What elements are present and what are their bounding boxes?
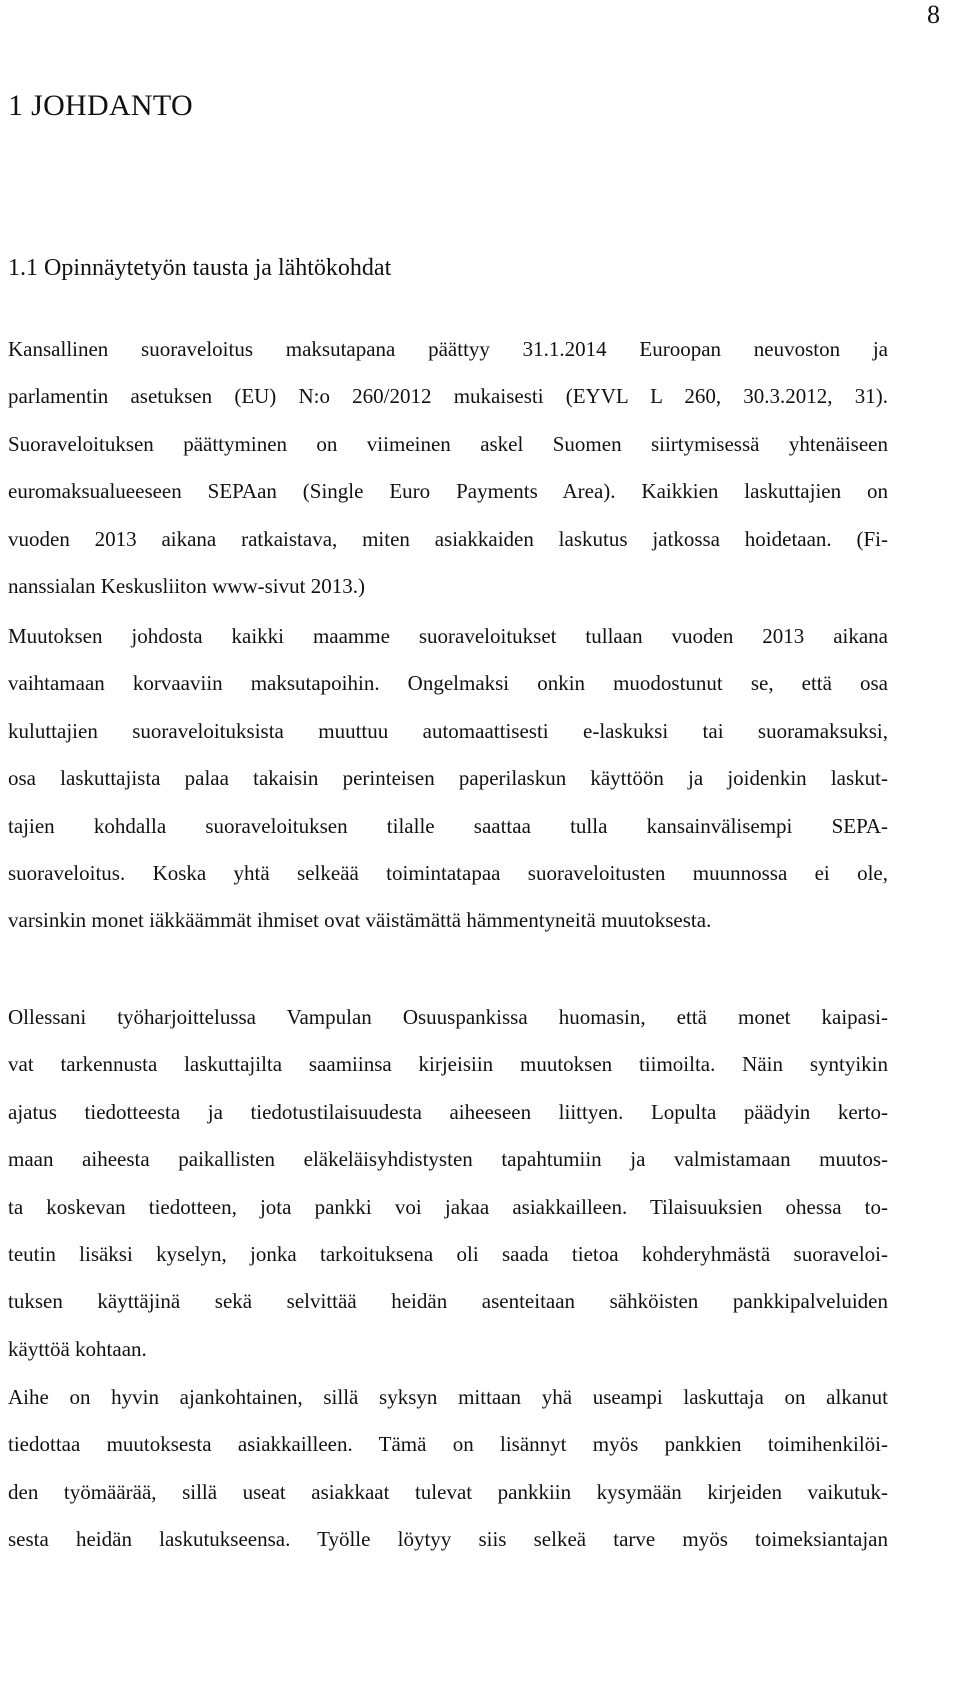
paragraph-line: suoraveloitus. Koska yhtä selkeää toimintatapaa suoraveloitusten muunnossa ei ole, xyxy=(8,861,888,886)
paragraph-line: Muutoksen johdosta kaikki maamme suoraveloitukset tullaan vuoden 2013 aikana xyxy=(8,624,888,648)
paragraph-line: varsinkin monet iäkkäämmät ihmiset ovat väistämättä hämmentyneitä muutoksesta. xyxy=(8,908,712,933)
paragraph-line: den työmäärää, sillä useat asiakkaat tulevat pankkiin kysymään kirjeiden vaikutuk- xyxy=(8,1479,888,1504)
paragraph-line: nanssialan Keskusliiton www-sivut 2013.) xyxy=(8,574,365,599)
paragraph-line: tiedottaa muutoksesta asiakkailleen. Tämä on lisännyt myös pankkien toimihenkilöi- xyxy=(8,1432,888,1457)
paragraph-line: tajien kohdalla suoraveloituksen tilalle saattaa tulla kansainvälisempi SEPA- xyxy=(8,813,888,838)
section-title: 1.1 Opinnäytetyön tausta ja lähtökohdat xyxy=(8,255,392,281)
paragraph-line: maan aiheesta paikallisten eläkeläisyhdistysten tapahtumiin ja valmistamaan muutos- xyxy=(8,1147,888,1172)
paragraph-line: teutin lisäksi kyselyn, jonka tarkoituksena oli saada tietoa kohderyhmästä suoraveloi- xyxy=(8,1242,888,1267)
paragraph-line: osa laskuttajista palaa takaisin perinteisen paperilaskun käyttöön ja joidenkin laskut- xyxy=(8,766,888,791)
paragraph-line: Ollessani työharjoittelussa Vampulan Osuuspankissa huomasin, että monet kaipasi- xyxy=(8,1005,888,1029)
paragraph-line: euromaksualueeseen SEPAan (Single Euro Payments Area). Kaikkien laskuttajien on xyxy=(8,479,888,504)
paragraph-line: vat tarkennusta laskuttajilta saamiinsa kirjeisiin muutoksen tiimoilta. Näin syntyikin xyxy=(8,1052,888,1077)
paragraph-1 xyxy=(8,326,888,610)
paragraph-line: tuksen käyttäjinä sekä selvittää heidän asenteitaan sähköisten pankkipalveluiden xyxy=(8,1289,888,1314)
paragraph-line: vuoden 2013 aikana ratkaistava, miten asiakkaiden laskutus jatkossa hoidetaan. (Fi- xyxy=(8,526,888,551)
paragraph-line: käyttöä kohtaan. xyxy=(8,1336,147,1361)
paragraph-line: Kansallinen suoraveloitus maksutapana päättyy 31.1.2014 Euroopan neuvoston ja xyxy=(8,337,888,361)
paragraph-2 xyxy=(8,613,888,945)
paragraph-3 xyxy=(8,994,888,1373)
paragraph-line: sesta heidän laskutukseensa. Työlle löytyy siis selkeä tarve myös toimeksiantajan xyxy=(8,1527,888,1552)
paragraph-line: ta koskevan tiedotteen, jota pankki voi jakaa asiakkailleen. Tilaisuuksien ohessa to- xyxy=(8,1194,888,1219)
paragraph-line: ajatus tiedotteesta ja tiedotustilaisuudesta aiheeseen liittyen. Lopulta päädyin kerto- xyxy=(8,1099,888,1124)
paragraph-line: parlamentin asetuksen (EU) N:o 260/2012 mukaisesti (EYVL L 260, 30.3.2012, 31). xyxy=(8,384,888,409)
paragraph-4 xyxy=(8,1374,888,1564)
paragraph-line: Suoraveloituksen päättyminen on viimeinen askel Suomen siirtymisessä yhtenäiseen xyxy=(8,431,888,456)
paragraph-line: Aihe on hyvin ajankohtainen, sillä syksyn mittaan yhä useampi laskuttaja on alkanut xyxy=(8,1385,888,1409)
page-number: 8 xyxy=(927,0,940,29)
paragraph-line: vaihtamaan korvaaviin maksutapoihin. Ongelmaksi onkin muodostunut se, että osa xyxy=(8,671,888,696)
paragraph-line: kuluttajien suoraveloituksista muuttuu automaattisesti e-laskuksi tai suoramaksuksi, xyxy=(8,718,888,743)
chapter-title: 1 JOHDANTO xyxy=(8,89,193,122)
